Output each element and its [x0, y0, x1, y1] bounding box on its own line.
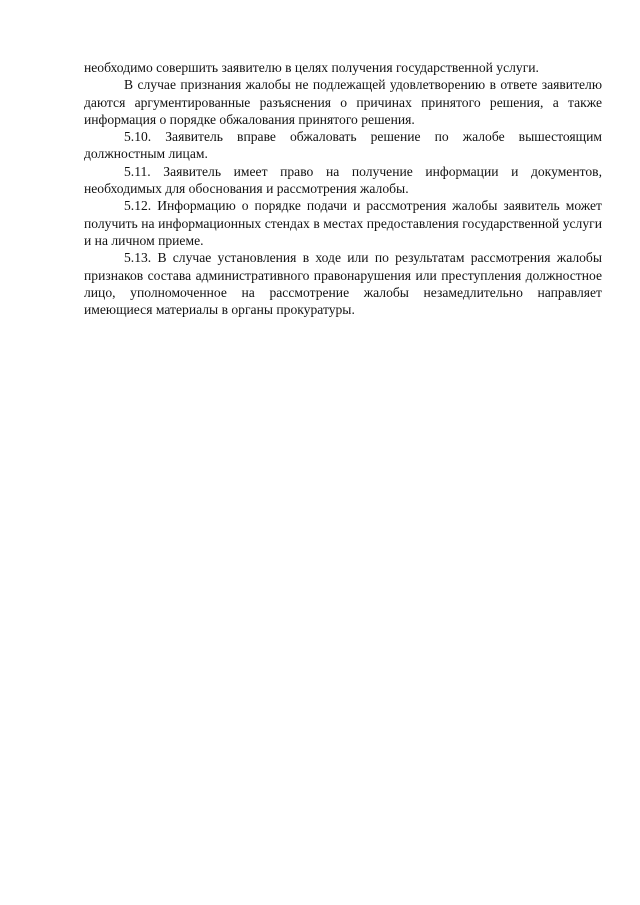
paragraph-5-10: 5.10. Заявитель вправе обжаловать решение по жалобе вышестоящим должностным лицам.	[84, 129, 602, 162]
paragraph-rejection-case: В случае признания жалобы не подлежащей удовлетворению в ответе заявителю даются аргументированные разъяснения о причинах принятого решения, а также информация о порядке обжалования принятого решения.	[84, 77, 602, 127]
paragraph-5-12: 5.12. Информацию о порядке подачи и рассмотрения жалобы заявитель может получить на информационных стендах в местах предоставления государственной услуги и на личном приеме.	[84, 198, 602, 248]
paragraph-5-13: 5.13. В случае установления в ходе или по результатам рассмотрения жалобы признаков состава административного правонарушения или преступления должностное лицо, уполномоченное на рассмотрение жалобы незамедлительно направляет имеющиеся материалы в органы прокуратуры.	[84, 250, 602, 318]
paragraph-continuation: необходимо совершить заявителю в целях получения государственной услуги.	[84, 60, 539, 75]
document-body	[84, 59, 602, 318]
paragraph-5-11: 5.11. Заявитель имеет право на получение информации и документов, необходимых для обоснования и рассмотрения жалобы.	[84, 163, 602, 197]
